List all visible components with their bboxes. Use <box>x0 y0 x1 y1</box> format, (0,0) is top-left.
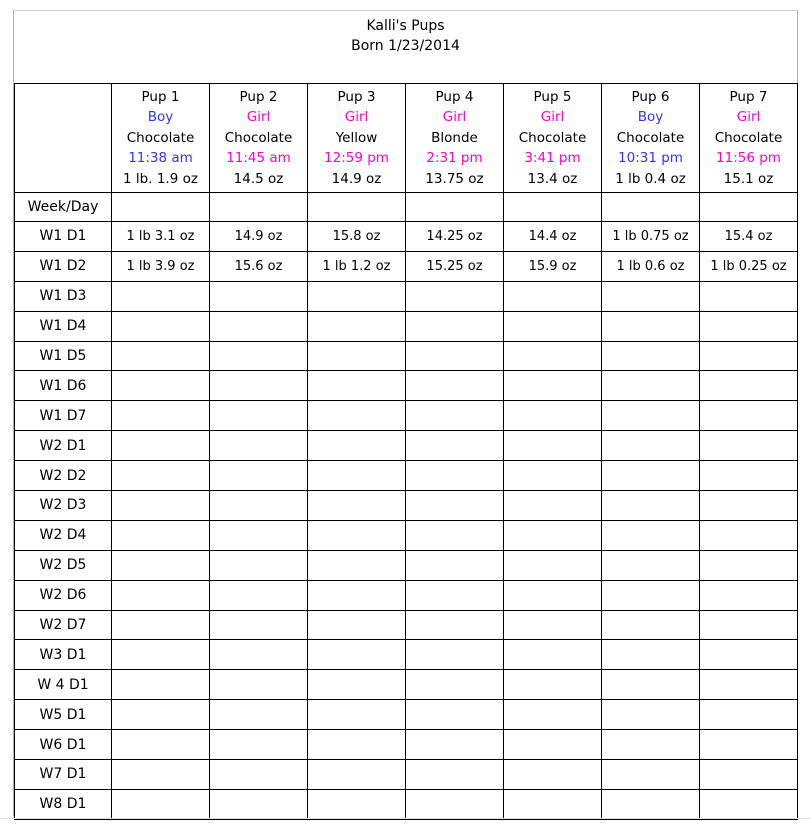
row-label[interactable]: W2 D3 <box>15 491 112 521</box>
pup-birth-weight: 1 lb. 1.9 oz <box>123 170 198 187</box>
weight-cell[interactable]: 1 lb 1.2 oz <box>308 251 406 281</box>
row-label[interactable]: W1 D6 <box>15 371 112 401</box>
weight-cell[interactable] <box>112 730 210 760</box>
table-row <box>15 222 798 252</box>
weight-cell[interactable] <box>406 311 504 341</box>
weight-cell[interactable] <box>406 580 504 610</box>
weight-cell[interactable] <box>406 700 504 730</box>
weight-cell[interactable] <box>308 610 406 640</box>
row-label[interactable]: W2 D2 <box>15 461 112 491</box>
weight-cell[interactable] <box>602 491 700 521</box>
weight-cell[interactable] <box>308 520 406 550</box>
weight-cell[interactable] <box>504 550 602 580</box>
weight-cell[interactable] <box>602 789 700 819</box>
weight-cell[interactable] <box>504 580 602 610</box>
row-label[interactable]: W8 D1 <box>15 789 112 819</box>
weight-cell[interactable] <box>210 670 308 700</box>
table-row <box>15 491 798 521</box>
row-label[interactable]: W1 D5 <box>15 341 112 371</box>
weight-cell[interactable] <box>112 401 210 431</box>
weight-cell[interactable] <box>406 760 504 790</box>
weight-cell[interactable] <box>504 520 602 550</box>
row-label[interactable]: W2 D6 <box>15 580 112 610</box>
bottom-edge <box>0 818 810 819</box>
row-label[interactable]: W2 D5 <box>15 550 112 580</box>
weight-cell[interactable] <box>602 281 700 311</box>
empty-cell[interactable] <box>504 193 602 222</box>
weight-cell[interactable] <box>406 640 504 670</box>
pup-birth-time: 3:41 pm <box>524 150 581 167</box>
weight-cell[interactable] <box>210 401 308 431</box>
weight-cell[interactable]: 15.9 oz <box>504 251 602 281</box>
sheet-subtitle: Born 1/23/2014 <box>351 38 460 54</box>
pup-birth-weight: 13.4 oz <box>527 170 578 187</box>
empty-cell[interactable] <box>210 193 308 222</box>
week-day-label[interactable]: Week/Day <box>15 193 112 222</box>
row-label[interactable]: W1 D1 <box>15 222 112 252</box>
weight-cell[interactable] <box>504 371 602 401</box>
weight-cell[interactable] <box>504 789 602 819</box>
pup-header-cell[interactable] <box>700 84 798 193</box>
table-row <box>15 760 798 790</box>
pup-name: Pup 1 <box>141 88 180 105</box>
weight-cell[interactable] <box>308 700 406 730</box>
title-area <box>14 11 797 81</box>
weight-cell[interactable] <box>308 401 406 431</box>
weight-cell[interactable] <box>700 311 798 341</box>
weight-cell[interactable] <box>602 461 700 491</box>
weight-cell[interactable] <box>112 461 210 491</box>
table-row <box>15 520 798 550</box>
weight-cell[interactable] <box>700 401 798 431</box>
pup-sex: Boy <box>147 109 174 126</box>
weight-cell[interactable] <box>700 371 798 401</box>
pup-name: Pup 6 <box>631 88 670 105</box>
weight-cell[interactable] <box>700 461 798 491</box>
weight-cell[interactable] <box>112 371 210 401</box>
table-row <box>15 580 798 610</box>
weight-cell[interactable] <box>406 491 504 521</box>
pup-header-cell[interactable] <box>504 84 602 193</box>
weight-cell[interactable]: 14.9 oz <box>210 222 308 252</box>
weight-cell[interactable] <box>700 550 798 580</box>
pup-header-cell[interactable] <box>308 84 406 193</box>
weight-cell[interactable] <box>700 431 798 461</box>
row-label[interactable]: W1 D3 <box>15 281 112 311</box>
table-row <box>15 281 798 311</box>
weight-cell[interactable] <box>602 670 700 700</box>
row-label[interactable]: W3 D1 <box>15 640 112 670</box>
pup-color: Chocolate <box>714 129 783 146</box>
weight-cell[interactable] <box>308 550 406 580</box>
weight-cell[interactable] <box>504 730 602 760</box>
weight-cell[interactable] <box>700 341 798 371</box>
weight-cell[interactable] <box>700 610 798 640</box>
weight-cell[interactable] <box>210 700 308 730</box>
pup-name: Pup 3 <box>337 88 376 105</box>
pup-header-cell[interactable] <box>602 84 700 193</box>
weight-cell[interactable] <box>504 491 602 521</box>
row-label[interactable]: W 4 D1 <box>15 670 112 700</box>
pup-sex: Girl <box>442 109 467 126</box>
sheet-title: Kalli's Pups <box>366 18 445 34</box>
pup-name: Pup 4 <box>435 88 474 105</box>
weight-cell[interactable] <box>308 341 406 371</box>
weight-cell[interactable] <box>504 760 602 790</box>
pup-birth-time: 2:31 pm <box>426 150 483 167</box>
weight-cell[interactable] <box>406 550 504 580</box>
pup-sex: Girl <box>246 109 271 126</box>
pup-name: Pup 5 <box>533 88 572 105</box>
weight-cell[interactable] <box>112 281 210 311</box>
weight-cell[interactable] <box>504 311 602 341</box>
pup-birth-time: 11:56 pm <box>716 150 781 167</box>
pup-sex: Boy <box>637 109 664 126</box>
weight-cell[interactable] <box>210 371 308 401</box>
weight-cell[interactable] <box>406 431 504 461</box>
weight-cell[interactable] <box>504 461 602 491</box>
row-label[interactable]: W2 D4 <box>15 520 112 550</box>
table-row <box>15 550 798 580</box>
weight-cell[interactable] <box>210 431 308 461</box>
spreadsheet <box>13 10 798 816</box>
weight-cell[interactable] <box>602 401 700 431</box>
weight-cell[interactable] <box>112 580 210 610</box>
weight-cell[interactable] <box>602 520 700 550</box>
pup-birth-weight: 14.5 oz <box>233 170 284 187</box>
weight-cell[interactable] <box>210 281 308 311</box>
weight-cell[interactable] <box>504 341 602 371</box>
weight-cell[interactable] <box>406 401 504 431</box>
weight-cell[interactable]: 1 lb 0.25 oz <box>700 251 798 281</box>
weight-cell[interactable] <box>602 760 700 790</box>
weight-cell[interactable] <box>210 580 308 610</box>
weight-cell[interactable]: 15.8 oz <box>308 222 406 252</box>
pup-birth-weight: 14.9 oz <box>331 170 382 187</box>
weight-cell[interactable] <box>112 341 210 371</box>
pup-birth-time: 11:38 am <box>128 150 193 167</box>
empty-cell[interactable] <box>308 193 406 222</box>
corner-cell[interactable] <box>15 84 112 193</box>
weight-cell[interactable] <box>700 700 798 730</box>
table-row <box>15 700 798 730</box>
weight-cell[interactable] <box>700 730 798 760</box>
weight-cell[interactable] <box>700 580 798 610</box>
pup-color: Chocolate <box>126 129 195 146</box>
weight-cell[interactable] <box>112 550 210 580</box>
table-row <box>15 640 798 670</box>
weight-cell[interactable] <box>700 789 798 819</box>
row-label[interactable]: W1 D7 <box>15 401 112 431</box>
weight-cell[interactable]: 1 lb 3.9 oz <box>112 251 210 281</box>
pup-header-cell[interactable] <box>112 84 210 193</box>
pup-name: Pup 2 <box>239 88 278 105</box>
weight-cell[interactable] <box>504 431 602 461</box>
table-row <box>15 789 798 819</box>
pup-color: Yellow <box>335 129 378 146</box>
weight-cell[interactable] <box>504 670 602 700</box>
pup-color: Blonde <box>431 129 478 146</box>
weight-cell[interactable] <box>406 610 504 640</box>
weight-cell[interactable] <box>700 670 798 700</box>
weight-cell[interactable] <box>602 730 700 760</box>
weight-cell[interactable] <box>602 371 700 401</box>
weight-cell[interactable] <box>210 550 308 580</box>
weight-cell[interactable]: 15.6 oz <box>210 251 308 281</box>
table-row <box>15 401 798 431</box>
weight-cell[interactable]: 14.4 oz <box>504 222 602 252</box>
table-row <box>15 371 798 401</box>
weight-cell[interactable] <box>210 789 308 819</box>
weight-cell[interactable] <box>308 431 406 461</box>
weight-cell[interactable] <box>602 431 700 461</box>
weight-cell[interactable] <box>700 281 798 311</box>
pup-birth-time: 12:59 pm <box>324 150 389 167</box>
weight-cell[interactable] <box>308 730 406 760</box>
weight-cell[interactable] <box>112 700 210 730</box>
weight-cell[interactable] <box>210 610 308 640</box>
weight-cell[interactable] <box>112 789 210 819</box>
weight-cell[interactable] <box>308 311 406 341</box>
row-label[interactable]: W5 D1 <box>15 700 112 730</box>
weight-cell[interactable] <box>406 341 504 371</box>
weight-cell[interactable] <box>210 491 308 521</box>
weight-cell[interactable] <box>406 461 504 491</box>
weight-cell[interactable] <box>602 640 700 670</box>
table-row <box>15 610 798 640</box>
weight-cell[interactable] <box>210 461 308 491</box>
pup-birth-time: 10:31 pm <box>618 150 683 167</box>
weight-cell[interactable] <box>112 670 210 700</box>
pup-color: Chocolate <box>224 129 293 146</box>
pup-sex: Girl <box>344 109 369 126</box>
weight-cell[interactable]: 15.4 oz <box>700 222 798 252</box>
pup-weights-table <box>14 83 798 820</box>
weight-cell[interactable] <box>308 371 406 401</box>
pup-birth-weight: 1 lb 0.4 oz <box>615 170 686 187</box>
table-row <box>15 341 798 371</box>
pup-sex: Girl <box>736 109 761 126</box>
row-label[interactable]: W2 D1 <box>15 431 112 461</box>
table-row <box>15 251 798 281</box>
pup-color: Chocolate <box>616 129 685 146</box>
weight-cell[interactable] <box>112 610 210 640</box>
weight-cell[interactable] <box>308 491 406 521</box>
weight-cell[interactable] <box>112 431 210 461</box>
weight-cell[interactable] <box>504 640 602 670</box>
week-day-header-row <box>15 193 798 222</box>
weight-cell[interactable] <box>210 640 308 670</box>
row-label[interactable]: W1 D2 <box>15 251 112 281</box>
empty-cell[interactable] <box>406 193 504 222</box>
weight-cell[interactable] <box>602 550 700 580</box>
weight-cell[interactable] <box>112 491 210 521</box>
weight-cell[interactable]: 14.25 oz <box>406 222 504 252</box>
weight-cell[interactable] <box>406 281 504 311</box>
table-row <box>15 461 798 491</box>
weight-cell[interactable] <box>700 520 798 550</box>
weight-cell[interactable] <box>112 640 210 670</box>
pup-header-cell[interactable] <box>210 84 308 193</box>
weight-cell[interactable] <box>210 520 308 550</box>
weight-cell[interactable] <box>700 760 798 790</box>
weight-cell[interactable] <box>700 640 798 670</box>
weight-cell[interactable] <box>308 789 406 819</box>
weight-cell[interactable] <box>504 610 602 640</box>
weight-cell[interactable] <box>602 700 700 730</box>
weight-cell[interactable] <box>308 461 406 491</box>
weight-cell[interactable] <box>504 401 602 431</box>
empty-cell[interactable] <box>112 193 210 222</box>
weight-cell[interactable]: 15.25 oz <box>406 251 504 281</box>
table-row <box>15 670 798 700</box>
weight-cell[interactable] <box>112 311 210 341</box>
table-row <box>15 311 798 341</box>
weight-cell[interactable] <box>210 760 308 790</box>
row-label[interactable]: W6 D1 <box>15 730 112 760</box>
weight-cell[interactable] <box>308 670 406 700</box>
weight-cell[interactable]: 1 lb 0.75 oz <box>602 222 700 252</box>
row-label[interactable]: W1 D4 <box>15 311 112 341</box>
weight-cell[interactable]: 1 lb 0.6 oz <box>602 251 700 281</box>
weight-cell[interactable] <box>504 700 602 730</box>
empty-cell[interactable] <box>602 193 700 222</box>
weight-cell[interactable] <box>308 760 406 790</box>
weight-cell[interactable] <box>602 580 700 610</box>
pup-color: Chocolate <box>518 129 587 146</box>
weight-cell[interactable] <box>602 610 700 640</box>
weight-cell[interactable] <box>406 371 504 401</box>
weight-cell[interactable] <box>504 281 602 311</box>
weight-cell[interactable] <box>308 281 406 311</box>
weight-cell[interactable] <box>406 789 504 819</box>
weight-cell[interactable] <box>406 670 504 700</box>
weight-cell[interactable] <box>406 520 504 550</box>
weight-cell[interactable] <box>602 341 700 371</box>
pup-sex: Girl <box>540 109 565 126</box>
weight-cell[interactable] <box>210 730 308 760</box>
weight-cell[interactable]: 1 lb 3.1 oz <box>112 222 210 252</box>
empty-cell[interactable] <box>700 193 798 222</box>
row-label[interactable]: W2 D7 <box>15 610 112 640</box>
row-label[interactable]: W7 D1 <box>15 760 112 790</box>
weight-cell[interactable] <box>602 311 700 341</box>
pup-name: Pup 7 <box>729 88 768 105</box>
table-row <box>15 431 798 461</box>
weight-cell[interactable] <box>700 491 798 521</box>
pup-birth-weight: 15.1 oz <box>723 170 774 187</box>
pup-header-row <box>15 84 798 193</box>
weight-cell[interactable] <box>308 580 406 610</box>
weight-cell[interactable] <box>308 640 406 670</box>
pup-birth-weight: 13.75 oz <box>425 170 484 187</box>
weight-cell[interactable] <box>210 311 308 341</box>
weight-cell[interactable] <box>112 760 210 790</box>
pup-header-cell[interactable] <box>406 84 504 193</box>
pup-birth-time: 11:45 am <box>226 150 291 167</box>
weight-cell[interactable] <box>210 341 308 371</box>
table-row <box>15 730 798 760</box>
weight-cell[interactable] <box>112 520 210 550</box>
weight-cell[interactable] <box>406 730 504 760</box>
